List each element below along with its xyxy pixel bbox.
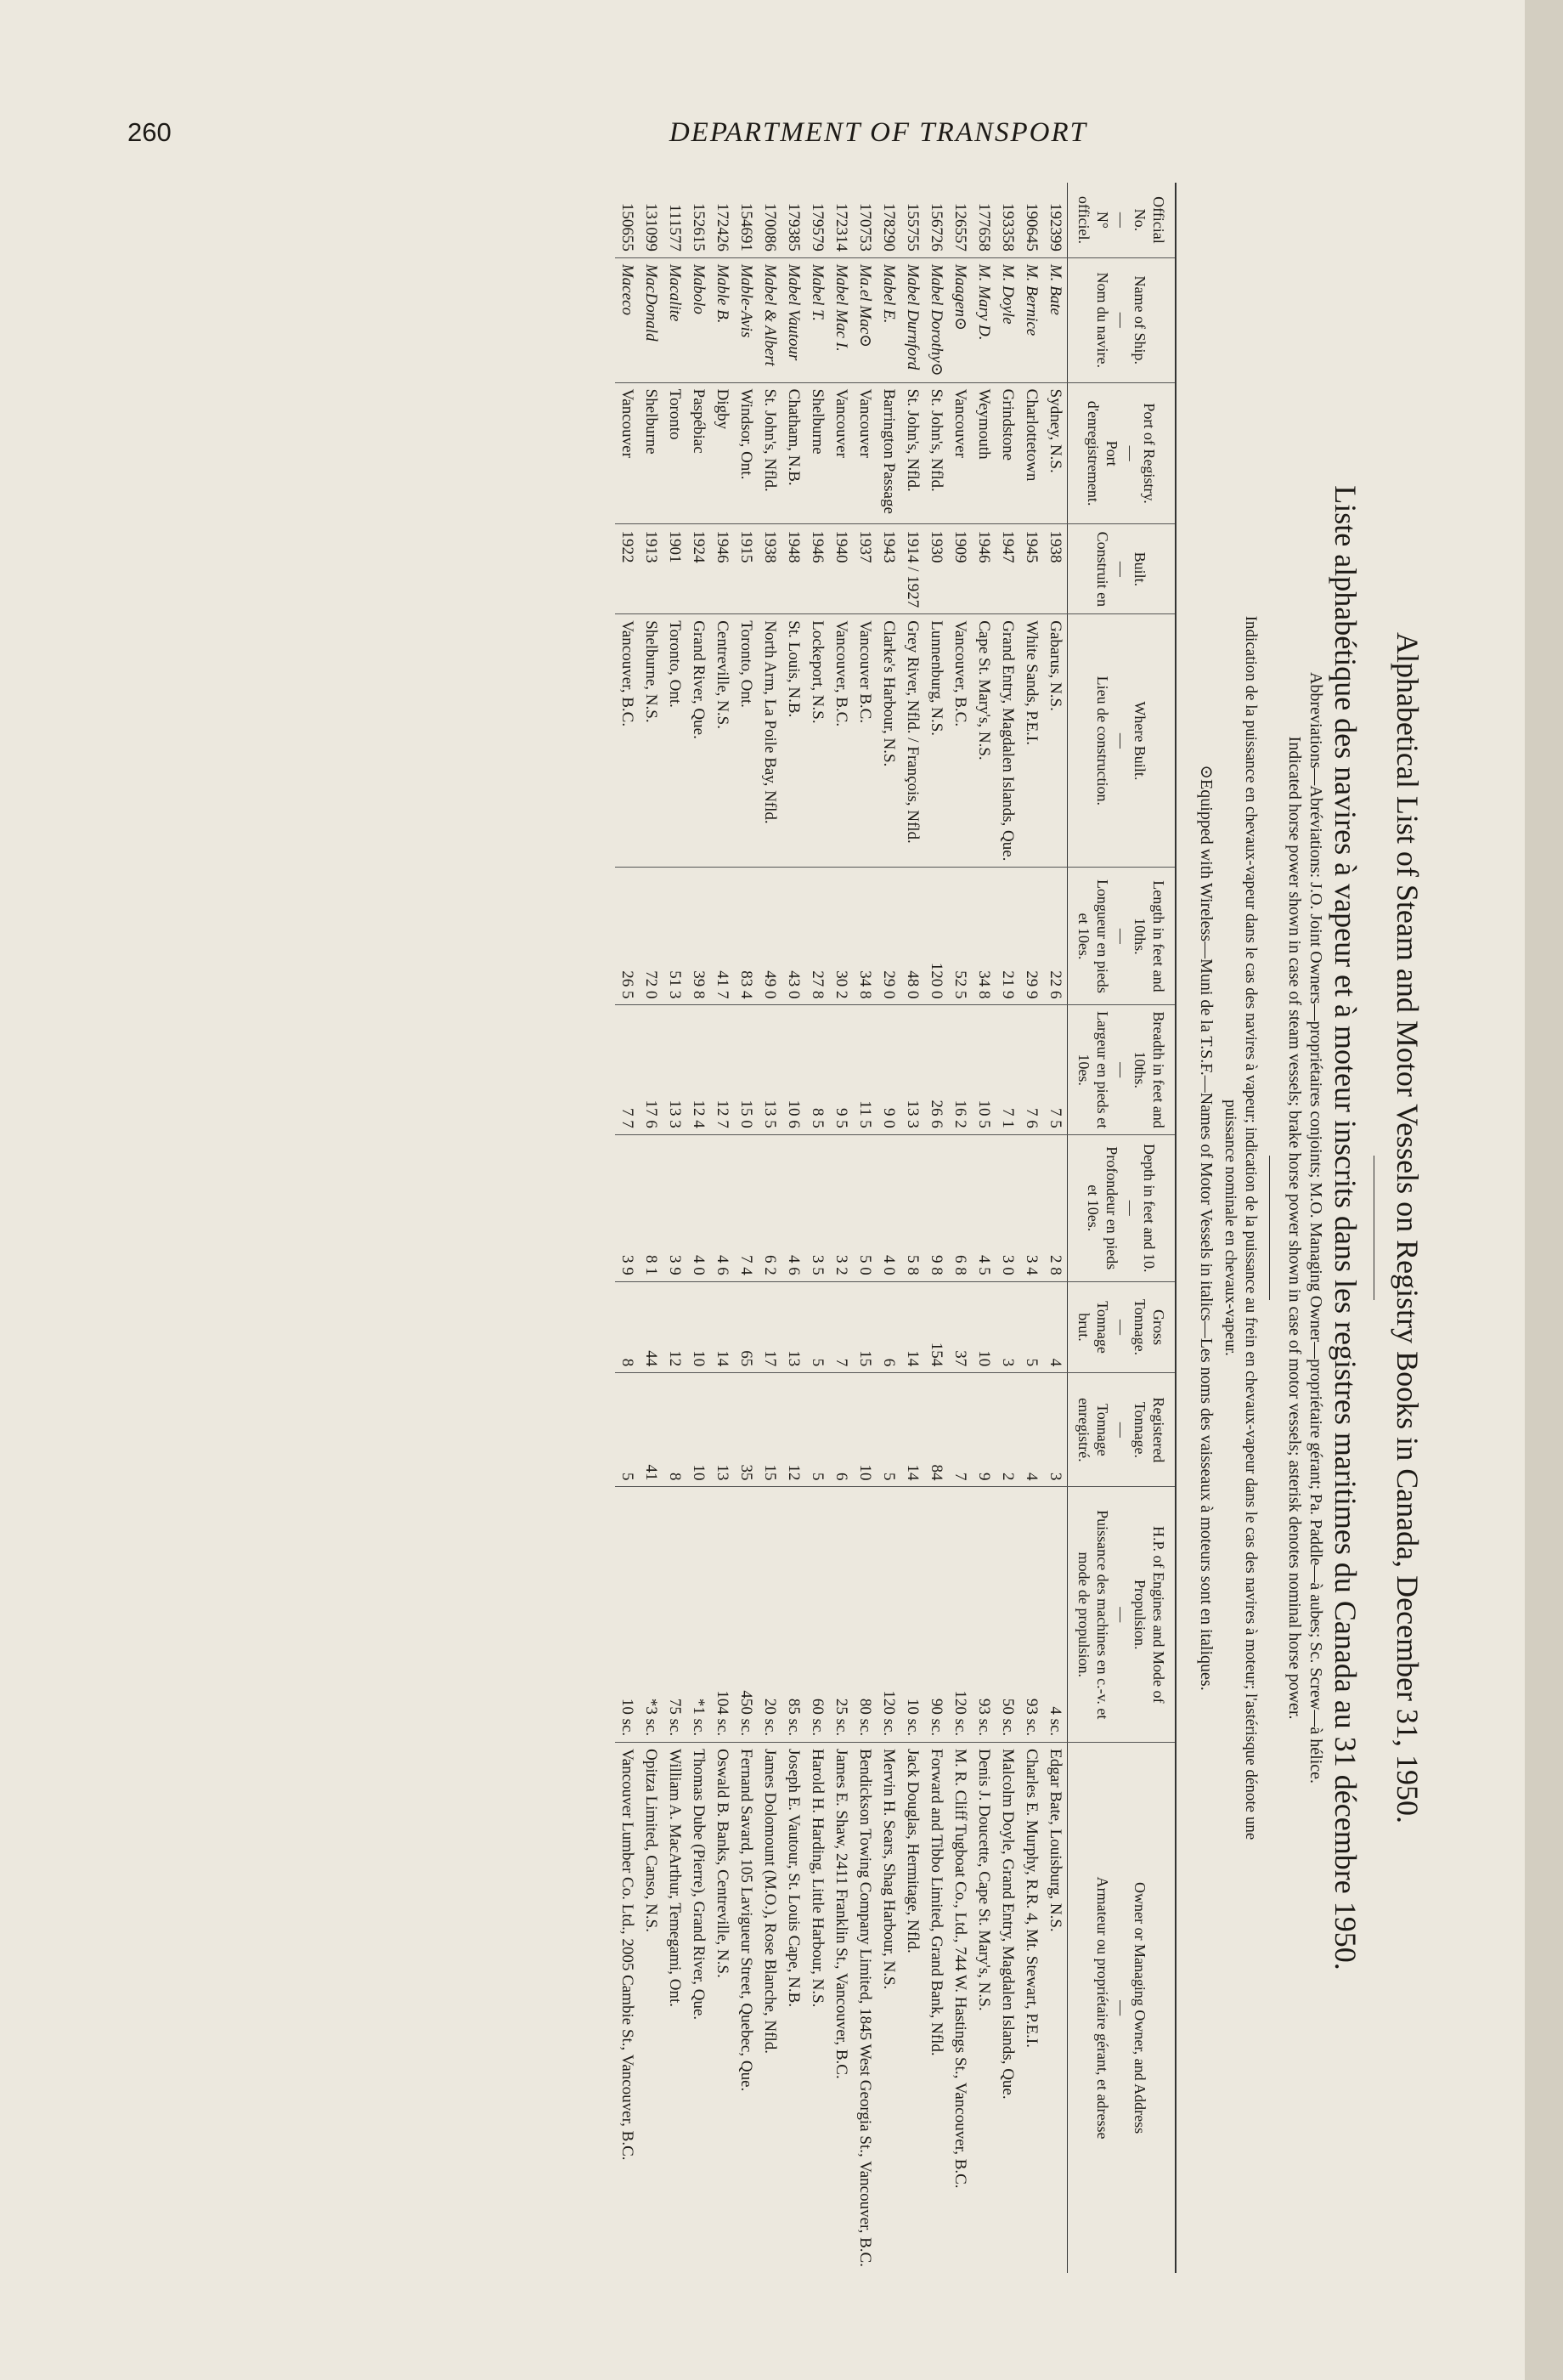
cell-registered-tonnage: 10 (686, 1373, 710, 1487)
cell-breadth: 12 4 (686, 1005, 710, 1134)
cell-gross-tonnage: 15 (853, 1281, 877, 1373)
cell-where-built: White Sands, P.E.I. (1019, 614, 1043, 868)
cell-depth: 4 5 (972, 1134, 996, 1281)
cell-ship-name: Mable-Avis (734, 257, 758, 382)
cell-ship-name: Mabolo (686, 257, 710, 382)
cell-registered-tonnage: 12 (782, 1373, 805, 1487)
cell-depth: 3 9 (663, 1134, 686, 1281)
cell-owner-address: Oswald B. Banks, Centreville, N.S. (710, 1743, 734, 2273)
cell-length: 29 0 (877, 868, 900, 1005)
cell-port-of-registry: St. John's, Nfld. (924, 382, 948, 524)
cell-gross-tonnage: 14 (710, 1281, 734, 1373)
cell-year-built: 1909 (948, 524, 972, 614)
cell-registered-tonnage: 9 (972, 1373, 996, 1487)
cell-ship-name: M. Bernice (1019, 257, 1043, 382)
cell-horse-power: 25 sc. (829, 1487, 853, 1743)
cell-official-no: 111577 (666, 204, 684, 252)
notes-rule (1269, 1156, 1270, 1300)
cell-where-built: Grand River, Que. (686, 614, 710, 868)
cell-breadth: 10 6 (782, 1005, 805, 1134)
page-header (127, 117, 1087, 149)
cell-depth: 6 2 (758, 1134, 782, 1281)
cell-port-of-registry: Shelburne (805, 382, 829, 524)
cell-ship-name: Mabel E. (877, 257, 900, 382)
cell-official-no: 190645 (1023, 202, 1041, 252)
cell-official-no: 193358 (999, 202, 1017, 252)
cell-year-built: 1948 (782, 524, 805, 614)
cell-port-of-registry: Shelburne (639, 382, 663, 524)
cell-gross-tonnage: 14 (900, 1281, 924, 1373)
cell-registered-tonnage: 5 (877, 1373, 900, 1487)
col-owner: Owner or Managing Owner, and Address — Armateur ou propriétaire gérant, et adresse (1068, 1743, 1176, 2273)
cell-owner-address: Jack Douglas, Hermitage, Nfld. (900, 1743, 924, 2273)
cell-length: 21 9 (996, 868, 1019, 1005)
cell-gross-tonnage: 5 (805, 1281, 829, 1373)
cell-year-built: 1946 (972, 524, 996, 614)
cell-where-built: Shelburne, N.S. (639, 614, 663, 868)
cell-length: 39 8 (686, 868, 710, 1005)
cell-year-built: 1947 (996, 524, 1019, 614)
cell-port-of-registry: Vancouver (948, 382, 972, 524)
cell-official-no: 150655 (618, 202, 636, 252)
cell-where-built: Centreville, N.S. (710, 614, 734, 868)
cell-registered-tonnage: 41 (639, 1373, 663, 1487)
cell-ship-name: MacDonald (639, 257, 663, 382)
horse-power-note: Indicated horse power shown in case of steam vessels; brake horse power shown in case of motor vessels; asterisk denotes nominal horse power. (1285, 736, 1304, 1720)
cell-registered-tonnage: 7 (948, 1373, 972, 1487)
cell-owner-address: Vancouver Lumber Co. Ltd., 2005 Cambie St., Vancouver, B.C. (615, 1743, 639, 2273)
cell-port-of-registry: Barrington Passage (877, 382, 900, 524)
cell-official-no: 170753 (856, 202, 874, 252)
cell-registered-tonnage: 2 (996, 1373, 1019, 1487)
cell-length: 27 8 (805, 868, 829, 1005)
cell-where-built: Grand Entry, Magdalen Islands, Que. (996, 614, 1019, 868)
cell-owner-address: Edgar Bate, Louisburg, N.S. (1043, 1743, 1068, 2273)
cell-year-built: 1913 (639, 524, 663, 614)
cell-registered-tonnage: 4 (1019, 1373, 1043, 1487)
col-breadth: Breadth in feet and 10ths. — Largeur en pieds et 10es. (1068, 1005, 1176, 1134)
cell-gross-tonnage: 5 (1019, 1281, 1043, 1373)
cell-horse-power: 10 sc. (615, 1487, 639, 1743)
cell-port-of-registry: St. John's, Nfld. (900, 382, 924, 524)
cell-horse-power: 93 sc. (1019, 1487, 1043, 1743)
cell-official-no: 179579 (809, 202, 827, 252)
cell-gross-tonnage: 10 (686, 1281, 710, 1373)
cell-depth: 5 8 (900, 1134, 924, 1281)
col-depth: Depth in feet and 10. — Profondeur en pieds et 10es. (1068, 1134, 1176, 1281)
title-english: Alphabetical List of Steam and Motor Vessels on Registry Books in Canada, December 31, 1950. (1391, 631, 1425, 1824)
cell-official-no: 170086 (761, 202, 779, 252)
cell-depth: 4 6 (782, 1134, 805, 1281)
cell-owner-address: Denis J. Doucette, Cape St. Mary's, N.S. (972, 1743, 996, 2273)
cell-length: 26 5 (615, 868, 639, 1005)
puissance-note: Indication de la puissance en chevaux-vapeur dans le cas des navires à vapeur; indication de la puissance au frein en chevaux-vapeur dans le cas des navires à moteur; l'astérisque dénote une (1242, 615, 1260, 1840)
cell-gross-tonnage: 3 (996, 1281, 1019, 1373)
cell-port-of-registry: Vancouver (853, 382, 877, 524)
cell-breadth: 7 1 (996, 1005, 1019, 1134)
cell-ship-name: Mabel Durnford (900, 257, 924, 382)
abbreviations-note: Abbreviations—Abréviations: J.O. Joint Owners—propriétaires conjoints; M.O. Managing Owner—propriétaire gérant; Pa. Paddle—à aubes; Sc. Screw—à hélice. (1306, 671, 1325, 1784)
cell-official-no: 172314 (832, 202, 850, 252)
cell-registered-tonnage: 35 (734, 1373, 758, 1487)
cell-year-built: 1914 / 1927 (900, 524, 924, 614)
cell-owner-address: Fernand Savard, 105 Lavigueur Street, Quebec, Que. (734, 1743, 758, 2273)
running-head: DEPARTMENT OF TRANSPORT (669, 117, 1087, 148)
table-row (1019, 183, 1043, 2273)
cell-length: 83 4 (734, 868, 758, 1005)
cell-ship-name: Mabel Mac I. (829, 257, 853, 382)
cell-breadth: 11 5 (853, 1005, 877, 1134)
cell-port-of-registry: St. John's, Nfld. (758, 382, 782, 524)
table-header-row (1068, 183, 1176, 2273)
table-row (972, 183, 996, 2273)
cell-gross-tonnage: 37 (948, 1281, 972, 1373)
cell-registered-tonnage: 8 (663, 1373, 686, 1487)
cell-registered-tonnage: 6 (829, 1373, 853, 1487)
cell-ship-name: Mabel Dorothy⊙ (924, 257, 948, 382)
cell-official-no: 177658 (975, 202, 993, 252)
cell-length: 52 5 (948, 868, 972, 1005)
cell-depth: 4 0 (686, 1134, 710, 1281)
col-official-no: Official No. — N° officiel. (1075, 195, 1167, 244)
table-row (710, 183, 734, 2273)
cell-gross-tonnage: 65 (734, 1281, 758, 1373)
table-row (734, 183, 758, 2273)
cell-depth: 3 9 (615, 1134, 639, 1281)
page-number: 260 (127, 117, 172, 147)
cell-depth: 3 0 (996, 1134, 1019, 1281)
cell-port-of-registry: Weymouth (972, 382, 996, 524)
cell-registered-tonnage: 3 (1043, 1373, 1068, 1487)
cell-ship-name: Mabel T. (805, 257, 829, 382)
cell-registered-tonnage: 13 (710, 1373, 734, 1487)
cell-official-no: 155755 (904, 202, 922, 252)
cell-length: 48 0 (900, 868, 924, 1005)
cell-length: 29 9 (1019, 868, 1043, 1005)
cell-horse-power: 90 sc. (924, 1487, 948, 1743)
cell-where-built: St. Louis, N.B. (782, 614, 805, 868)
cell-where-built: North Arm, La Poile Bay, Nfld. (758, 614, 782, 868)
cell-breadth: 15 0 (734, 1005, 758, 1134)
cell-horse-power: 10 sc. (900, 1487, 924, 1743)
cell-breadth: 13 3 (900, 1005, 924, 1134)
table-row (900, 183, 924, 2273)
cell-horse-power: 80 sc. (853, 1487, 877, 1743)
cell-ship-name: Ma.el Mac⊙ (853, 257, 877, 382)
cell-horse-power: 50 sc. (996, 1487, 1019, 1743)
cell-breadth: 26 6 (924, 1005, 948, 1134)
cell-year-built: 1930 (924, 524, 948, 614)
cell-year-built: 1946 (710, 524, 734, 614)
cell-breadth: 9 5 (829, 1005, 853, 1134)
cell-year-built: 1901 (663, 524, 686, 614)
cell-owner-address: M. R. Cliff Tugboat Co., Ltd., 744 W. Hastings St., Vancouver, B.C. (948, 1743, 972, 2273)
cell-ship-name: M. Doyle (996, 257, 1019, 382)
table-row (1043, 183, 1068, 2273)
cell-breadth: 7 7 (615, 1005, 639, 1134)
cell-gross-tonnage: 7 (829, 1281, 853, 1373)
cell-ship-name: Mabel Vautour (782, 257, 805, 382)
cell-registered-tonnage: 15 (758, 1373, 782, 1487)
cell-port-of-registry: Vancouver (615, 382, 639, 524)
cell-official-no: 156726 (928, 202, 945, 252)
table-row (758, 183, 782, 2273)
cell-breadth: 13 5 (758, 1005, 782, 1134)
wireless-note: ⊙Equipped with Wireless—Muni de la T.S.F.—Names of Motor Vessels in italics—Les noms des vaisseaux à moteurs sont en italiques. (1197, 765, 1216, 1691)
cell-ship-name: M. Bate (1043, 257, 1068, 382)
cell-depth: 4 0 (877, 1134, 900, 1281)
cell-ship-name: Mabel & Albert (758, 257, 782, 382)
cell-year-built: 1938 (1043, 524, 1068, 614)
cell-owner-address: Malcolm Doyle, Grand Entry, Magdalen Islands, Que. (996, 1743, 1019, 2273)
cell-year-built: 1943 (877, 524, 900, 614)
cell-length: 51 3 (663, 868, 686, 1005)
table-row (615, 183, 639, 2273)
cell-gross-tonnage: 12 (663, 1281, 686, 1373)
table-row (996, 183, 1019, 2273)
cell-year-built: 1937 (853, 524, 877, 614)
cell-official-no: 178290 (880, 202, 898, 252)
col-built: Built. — Construit en (1068, 524, 1176, 614)
table-row (686, 183, 710, 2273)
cell-gross-tonnage: 4 (1043, 1281, 1068, 1373)
cell-breadth: 12 7 (710, 1005, 734, 1134)
cell-ship-name: M. Mary D. (972, 257, 996, 382)
table-row (853, 183, 877, 2273)
cell-length: 120 0 (924, 868, 948, 1005)
cell-gross-tonnage: 8 (615, 1281, 639, 1373)
cell-where-built: Gabarus, N.S. (1043, 614, 1068, 868)
cell-gross-tonnage: 13 (782, 1281, 805, 1373)
table-row (782, 183, 805, 2273)
cell-ship-name: Maceco (615, 257, 639, 382)
cell-horse-power: 450 sc. (734, 1487, 758, 1743)
title-french: Liste alphabétique des navires à vapeur et à moteur inscrits dans les registres maritimes du Canada au 31 décembre 1950. (1329, 485, 1363, 1970)
cell-where-built: Vancouver, B.C. (615, 614, 639, 868)
cell-horse-power: 60 sc. (805, 1487, 829, 1743)
cell-owner-address: William A. MacArthur, Temegami, Ont. (663, 1743, 686, 2273)
cell-gross-tonnage: 44 (639, 1281, 663, 1373)
cell-horse-power: *3 sc. (639, 1487, 663, 1743)
cell-where-built: Toronto, Ont. (663, 614, 686, 868)
cell-owner-address: Forward and Tibbo Limited, Grand Bank, Nfld. (924, 1743, 948, 2273)
cell-depth: 3 4 (1019, 1134, 1043, 1281)
cell-owner-address: Thomas Dube (Pierre), Grand River, Que. (686, 1743, 710, 2273)
cell-horse-power: 120 sc. (877, 1487, 900, 1743)
cell-port-of-registry: Chatham, N.B. (782, 382, 805, 524)
cell-where-built: Cape St. Mary's, N.S. (972, 614, 996, 868)
col-registered-tonnage: Registered Tonnage. — Tonnage enregistré. (1068, 1373, 1176, 1487)
cell-depth: 3 5 (805, 1134, 829, 1281)
cell-horse-power: 104 sc. (710, 1487, 734, 1743)
cell-length: 34 8 (853, 868, 877, 1005)
cell-registered-tonnage: 5 (805, 1373, 829, 1487)
cell-horse-power: 93 sc. (972, 1487, 996, 1743)
cell-depth: 4 6 (710, 1134, 734, 1281)
cell-where-built: Clarke's Harbour, N.S. (877, 614, 900, 868)
cell-horse-power: 4 sc. (1043, 1487, 1068, 1743)
cell-owner-address: Joseph E. Vautour, St. Louis Cape, N.B. (782, 1743, 805, 2273)
table-row (639, 183, 663, 2273)
cell-ship-name: Mable B. (710, 257, 734, 382)
cell-year-built: 1946 (805, 524, 829, 614)
cell-length: 49 0 (758, 868, 782, 1005)
cell-official-no: 192399 (1047, 202, 1064, 252)
vessel-rows (615, 183, 1068, 2273)
cell-ship-name: Macalite (663, 257, 686, 382)
cell-official-no: 172426 (714, 202, 731, 252)
cell-depth: 5 0 (853, 1134, 877, 1281)
cell-where-built: Lunnenburg, N.S. (924, 614, 948, 868)
cell-owner-address: James E. Shaw, 2411 Franklin St., Vancouver, B.C. (829, 1743, 853, 2273)
cell-where-built: Vancouver B.C. (853, 614, 877, 868)
col-name: Name of Ship. — Nom du navire. (1068, 257, 1176, 382)
cell-official-no: 154691 (737, 202, 755, 252)
cell-year-built: 1945 (1019, 524, 1043, 614)
col-length: Length in feet and 10ths. — Longueur en pieds et 10es. (1068, 868, 1176, 1005)
cell-owner-address: Charles E. Murphy, R.R. 4, Mt. Stewart, P.E.I. (1019, 1743, 1043, 2273)
cell-depth: 8 1 (639, 1134, 663, 1281)
vessel-registry-table (615, 183, 1176, 2273)
cell-breadth: 7 6 (1019, 1005, 1043, 1134)
cell-gross-tonnage: 10 (972, 1281, 996, 1373)
cell-horse-power: 20 sc. (758, 1487, 782, 1743)
cell-breadth: 13 3 (663, 1005, 686, 1134)
table-row (948, 183, 972, 2273)
cell-owner-address: Bendickson Towing Company Limited, 1845 West Georgia St., Vancouver, B.C. (853, 1743, 877, 2273)
cell-owner-address: Harold H. Harding, Little Harbour, N.S. (805, 1743, 829, 2273)
cell-depth: 7 4 (734, 1134, 758, 1281)
cell-registered-tonnage: 10 (853, 1373, 877, 1487)
cell-horse-power: 75 sc. (663, 1487, 686, 1743)
cell-breadth: 8 5 (805, 1005, 829, 1134)
cell-horse-power: 85 sc. (782, 1487, 805, 1743)
col-where-built: Where Built. — Lieu de construction. (1068, 614, 1176, 868)
cell-horse-power: 120 sc. (948, 1487, 972, 1743)
table-row (877, 183, 900, 2273)
cell-year-built: 1938 (758, 524, 782, 614)
cell-port-of-registry: Paspébiac (686, 382, 710, 524)
cell-length: 34 8 (972, 868, 996, 1005)
cell-length: 72 0 (639, 868, 663, 1005)
cell-official-no: 126557 (951, 202, 969, 252)
cell-depth: 3 2 (829, 1134, 853, 1281)
table-row (829, 183, 853, 2273)
cell-official-no: 131099 (642, 202, 660, 252)
cell-port-of-registry: Grindstone (996, 382, 1019, 524)
cell-breadth: 17 6 (639, 1005, 663, 1134)
cell-owner-address: Opitza Limited, Canso, N.S. (639, 1743, 663, 2273)
cell-depth: 6 8 (948, 1134, 972, 1281)
cell-port-of-registry: Windsor, Ont. (734, 382, 758, 524)
cell-year-built: 1924 (686, 524, 710, 614)
cell-owner-address: Mervin H. Sears, Shag Harbour, N.S. (877, 1743, 900, 2273)
cell-year-built: 1915 (734, 524, 758, 614)
cell-where-built: Lockeport, N.S. (805, 614, 829, 868)
cell-breadth: 9 0 (877, 1005, 900, 1134)
cell-length: 43 0 (782, 868, 805, 1005)
col-horse-power: H.P. of Engines and Mode of Propulsion. — Puissance des machines en c.-v. et mode de propulsion. (1068, 1487, 1176, 1743)
rotated-table-block (102, 183, 1478, 2273)
col-gross-tonnage: Gross Tonnage. — Tonnage brut. (1068, 1281, 1176, 1373)
cell-port-of-registry: Charlottetown (1019, 382, 1043, 524)
cell-length: 22 6 (1043, 868, 1068, 1005)
cell-breadth: 16 2 (948, 1005, 972, 1134)
table-row (924, 183, 948, 2273)
cell-gross-tonnage: 17 (758, 1281, 782, 1373)
cell-breadth: 10 5 (972, 1005, 996, 1134)
cell-port-of-registry: Toronto (663, 382, 686, 524)
puissance-note-continued: puissance nominale en chevaux-vapeur. (1222, 1100, 1239, 1356)
table-row (663, 183, 686, 2273)
cell-horse-power: *1 sc. (686, 1487, 710, 1743)
cell-registered-tonnage: 5 (615, 1373, 639, 1487)
cell-port-of-registry: Digby (710, 382, 734, 524)
cell-where-built: Vancouver, B.C. (829, 614, 853, 868)
cell-length: 41 7 (710, 868, 734, 1005)
table-row (805, 183, 829, 2273)
cell-year-built: 1922 (615, 524, 639, 614)
cell-depth: 2 8 (1043, 1134, 1068, 1281)
cell-port-of-registry: Sydney, N.S. (1043, 382, 1068, 524)
cell-registered-tonnage: 84 (924, 1373, 948, 1487)
cell-depth: 9 8 (924, 1134, 948, 1281)
cell-where-built: Toronto, Ont. (734, 614, 758, 868)
cell-where-built: Vancouver, B.C. (948, 614, 972, 868)
cell-official-no: 179385 (785, 202, 803, 252)
cell-official-no: 152615 (690, 202, 708, 252)
cell-registered-tonnage: 14 (900, 1373, 924, 1487)
cell-owner-address: James Dolomount (M.O.), Rose Blanche, Nfld. (758, 1743, 782, 2273)
cell-where-built: Grey River, Nfld. / François, Nfld. (900, 614, 924, 868)
cell-breadth: 7 5 (1043, 1005, 1068, 1134)
cell-port-of-registry: Vancouver (829, 382, 853, 524)
cell-length: 30 2 (829, 868, 853, 1005)
col-port: Port of Registry. — Port d'enregistrement. (1068, 382, 1176, 524)
cell-ship-name: Maagen⊙ (948, 257, 972, 382)
cell-year-built: 1940 (829, 524, 853, 614)
cell-gross-tonnage: 6 (877, 1281, 900, 1373)
cell-gross-tonnage: 154 (924, 1281, 948, 1373)
